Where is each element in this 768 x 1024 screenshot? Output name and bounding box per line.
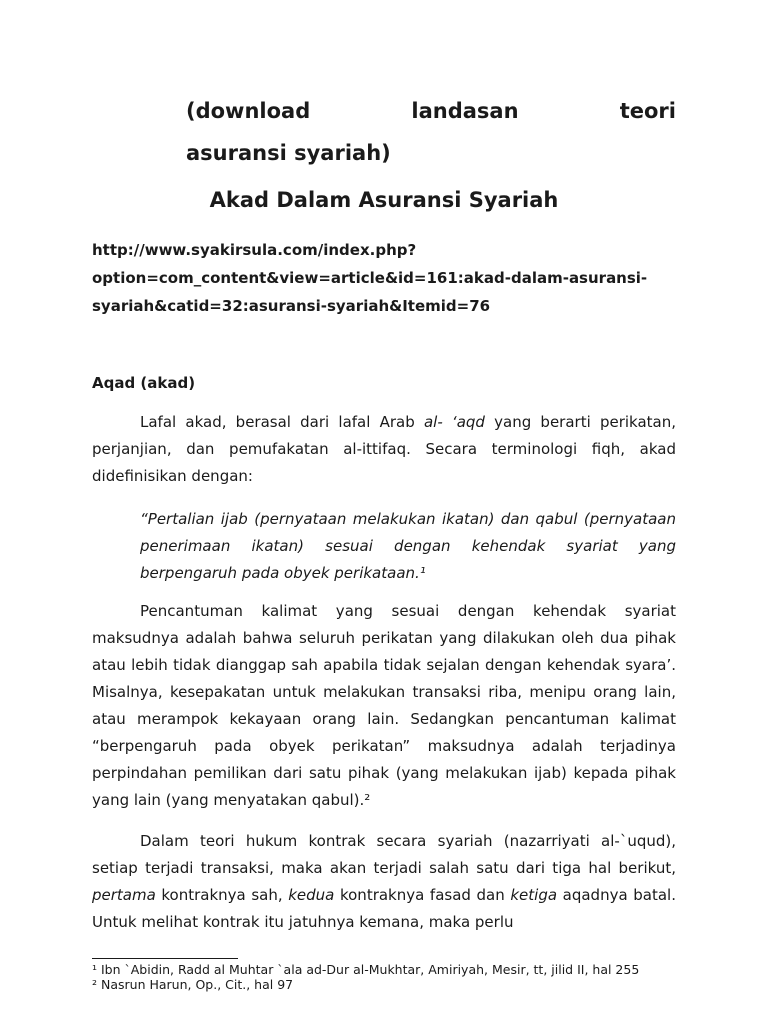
emphasis-term: kedua — [288, 886, 335, 904]
source-url — [92, 236, 676, 320]
paragraph-text: Dalam teori hukum kontrak secara syariah (nazarriyati al-`uqud), setiap terjadi transaksi, maka akan terjadi salah satu dari tiga hal berikut, — [92, 832, 676, 877]
footnotes — [92, 962, 692, 992]
paragraph-text: yang berarti perikatan, perjanjian, dan pemufakatan al-ittifaq. Secara terminologi fiqh, akad didefinisikan dengan: — [92, 413, 676, 485]
footnote-divider — [92, 958, 238, 959]
source-url-line: syariah&catid=32:asuransi-syariah&Itemid=76 — [92, 297, 491, 315]
paragraph-text: Lafal akad, berasal dari lafal Arab — [140, 413, 424, 431]
paragraph-text: kontraknya fasad dan — [334, 886, 511, 904]
document-title — [186, 90, 676, 174]
title-line-1 — [186, 90, 676, 132]
article-subtitle: Akad Dalam Asuransi Syariah — [209, 188, 559, 212]
definition-quote: “Pertalian ijab (pernyataan melakukan ikatan) dan qabul (pernyataan penerimaan ikatan) sesuai dengan kehendak syariat yang berpengaruh pada obyek perikataan.¹ — [140, 510, 676, 582]
paragraph-text: aqadnya batal. Untuk melihat kontrak itu jatuhnya kemana, maka perlu — [92, 886, 676, 931]
paragraph-explanation: Pencantuman kalimat yang sesuai dengan kehendak syariat maksudnya adalah bahwa seluruh perikatan yang dilakukan oleh dua pihak atau lebih tidak dianggap sah apabila tidak sejalan dengan kehendak syara’. Misalnya, kesepakatan untuk melakukan transaksi riba, menipu orang lain, atau merampok kekayaan orang lain. Sedangkan pencantuman kalimat “berpengaruh pada obyek perikatan” maksudnya adalah terjadinya perpindahan pemilikan dari satu pihak (yang melakukan ijab) kepada pihak yang lain (yang menyatakan qabul).² — [92, 602, 676, 809]
paragraph-text: kontraknya sah, — [155, 886, 289, 904]
title-word: teori — [619, 99, 676, 123]
paragraph-definition — [92, 409, 676, 490]
title-line-2: asuransi syariah) — [186, 141, 391, 165]
source-url-line: http://www.syakirsula.com/index.php? — [92, 241, 417, 259]
footnote-1: ¹ Ibn `Abidin, Radd al Muhtar `ala ad-Dur al-Mukhtar, Amiriyah, Mesir, tt, jilid II, hal 255 — [92, 962, 640, 977]
section-heading: Aqad (akad) — [92, 374, 196, 392]
emphasis-term: ketiga — [510, 886, 558, 904]
arabic-term: al- ‘aqd — [423, 413, 485, 431]
source-url-line: option=com_content&view=article&id=161:akad-dalam-asuransi- — [92, 269, 648, 287]
paragraph-contract-theory — [92, 828, 676, 936]
footnote-2: ² Nasrun Harun, Op., Cit., hal 97 — [92, 977, 294, 992]
title-word: landasan — [411, 99, 519, 123]
title-word: (download — [186, 99, 311, 123]
emphasis-term: pertama — [92, 886, 156, 904]
